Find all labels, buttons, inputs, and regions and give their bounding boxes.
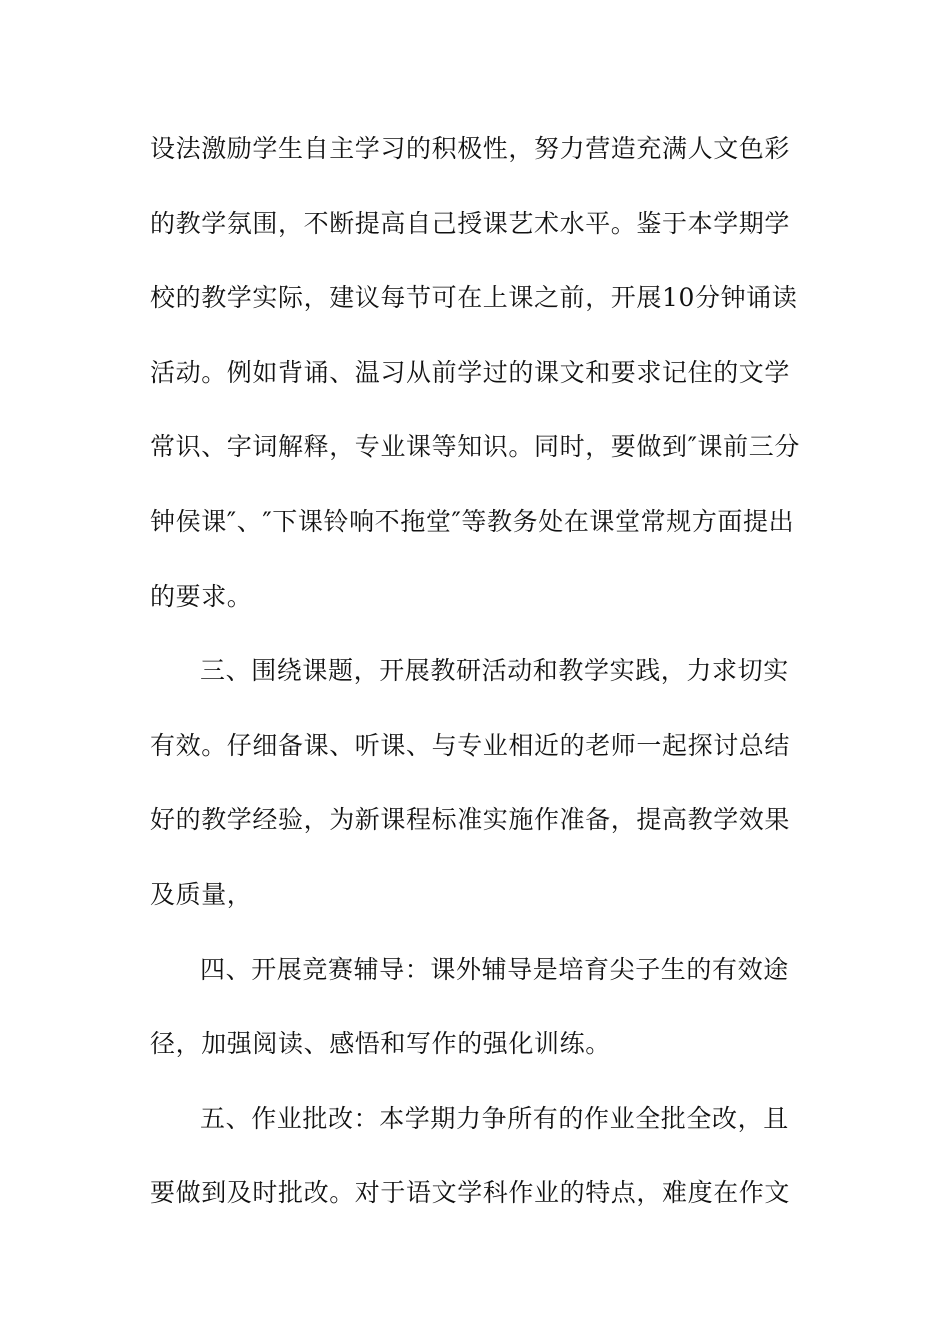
paragraph-start-line: 四、开展竞赛辅导：课外辅导是培育尖子生的有效途 bbox=[200, 954, 789, 984]
text-line: 径，加强阅读、感悟和写作的强化训练。 bbox=[150, 1029, 611, 1059]
text-line: 常识、字词解释，专业课等知识。同时，要做到″课前三分 bbox=[150, 432, 800, 462]
text-line: 的教学氛围，不断提高自己授课艺术水平。鉴于本学期学 bbox=[150, 208, 791, 238]
text-line: 的要求。 bbox=[150, 581, 253, 611]
paragraph-start-line: 五、作业批改：本学期力争所有的作业全批全改，且 bbox=[200, 1103, 789, 1133]
text-line: 及质量， bbox=[150, 879, 253, 909]
text-line: 活动。例如背诵、温习从前学过的课文和要求记住的文学 bbox=[150, 357, 791, 387]
text-line: 好的教学经验，为新课程标准实施作准备，提高教学效果 bbox=[150, 805, 791, 835]
body-text bbox=[150, 124, 810, 1243]
paragraph-start-line: 三、围绕课题，开展教研活动和教学实践，力求切实 bbox=[200, 656, 789, 686]
text-line: 有效。仔细备课、听课、与专业相近的老师一起探讨总结 bbox=[150, 730, 791, 760]
text-line: 校的教学实际，建议每节可在上课之前，开展10分钟诵读 bbox=[150, 283, 798, 313]
text-line: 设法激励学生自主学习的积极性，努力营造充满人文色彩 bbox=[150, 134, 791, 163]
text-line: 钟侯课″、″下课铃响不拖堂″等教务处在课堂常规方面提出 bbox=[150, 506, 795, 536]
text-line: 要做到及时批改。对于语文学科作业的特点，难度在作文 bbox=[150, 1178, 791, 1208]
